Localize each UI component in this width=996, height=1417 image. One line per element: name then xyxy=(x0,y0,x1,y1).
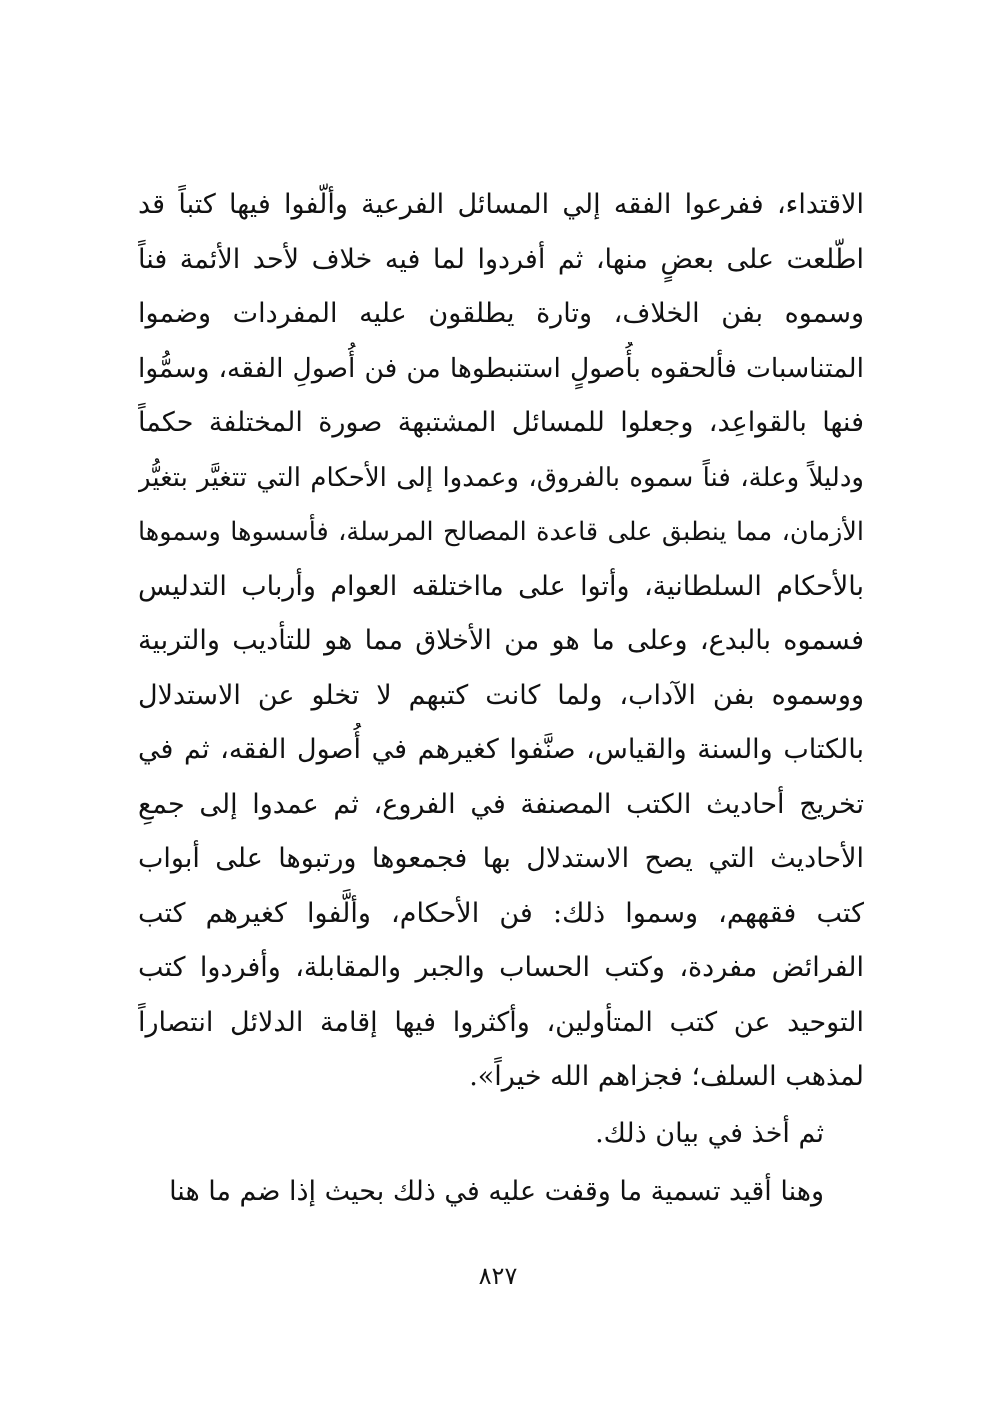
text-line-17: لمذهب السلف؛ فجزاهم الله خيراً». xyxy=(469,1061,864,1092)
text-line-2: اطّلعت على بعضٍ منها، ثم أفردوا لما فيه خلاف لأحد الأئمة فناً xyxy=(138,243,864,275)
text-line-13: الأحاديث التي يصح الاستدلال بها فجمعوها ورتبوها على أبواب xyxy=(138,843,864,874)
body-text xyxy=(138,178,864,1221)
text-line-4: المتناسبات فألحقوه بأُصولٍ استنبطوها من فن أُصولِ الفقه، وسمُّوا xyxy=(138,352,864,384)
text-line-7: الأزمان، مما ينطبق على قاعدة المصالح المرسلة، فأسسوها وسموها xyxy=(138,517,864,547)
text-line-5: فنها بالقواعِد، وجعلوا للمسائل المشتبهة صورة المختلفة حكماً xyxy=(138,407,864,438)
text-line-6: ودليلاً وعلة، فناً سموه بالفروق، وعمدوا إلى الأحكام التي تتغيَّر بتغيُّر xyxy=(138,462,864,493)
paragraph-3: وهنا أقيد تسمية ما وقفت عليه في ذلك بحيث إذا ضم ما هنا xyxy=(169,1175,824,1207)
text-line-15: الفرائض مفردة، وكتب الحساب والجبر والمقابلة، وأفردوا كتب xyxy=(138,952,864,983)
text-line-9: فسموه بالبدع، وعلى ما هو من الأخلاق مما هو للتأديب والتربية xyxy=(138,625,864,656)
text-line-10: ووسموه بفن الآداب، ولما كانت كتبهم لا تخلو عن الاستدلال xyxy=(138,679,864,711)
text-line-14: كتب فقههم، وسموا ذلك: فن الأحكام، وألَّفوا كغيرهم كتب xyxy=(138,897,864,929)
text-line-3: وسموه بفن الخلاف، وتارة يطلقون عليه المفردات وضموا xyxy=(138,298,864,329)
text-line-8: بالأحكام السلطانية، وأتوا على مااختلقه العوام وأرباب التدليس xyxy=(138,570,864,602)
text-line-12: تخريج أحاديث الكتب المصنفة في الفروع، ثم عمدوا إلى جمعِ xyxy=(138,788,864,820)
paragraph-2: ثم أخذ في بيان ذلك. xyxy=(595,1117,824,1149)
page-number: ٨٢٧ xyxy=(478,1262,518,1290)
text-line-1: الاقتداء، ففرعوا الفقه إلي المسائل الفرعية وألّفوا فيها كتباً قد xyxy=(138,189,864,220)
text-line-16: التوحيد عن كتب المتأولين، وأكثروا فيها إقامة الدلائل انتصاراً xyxy=(138,1006,864,1038)
text-line-11: بالكتاب والسنة والقياس، صنَّفوا كغيرهم في أُصول الفقه، ثم في xyxy=(138,734,864,765)
